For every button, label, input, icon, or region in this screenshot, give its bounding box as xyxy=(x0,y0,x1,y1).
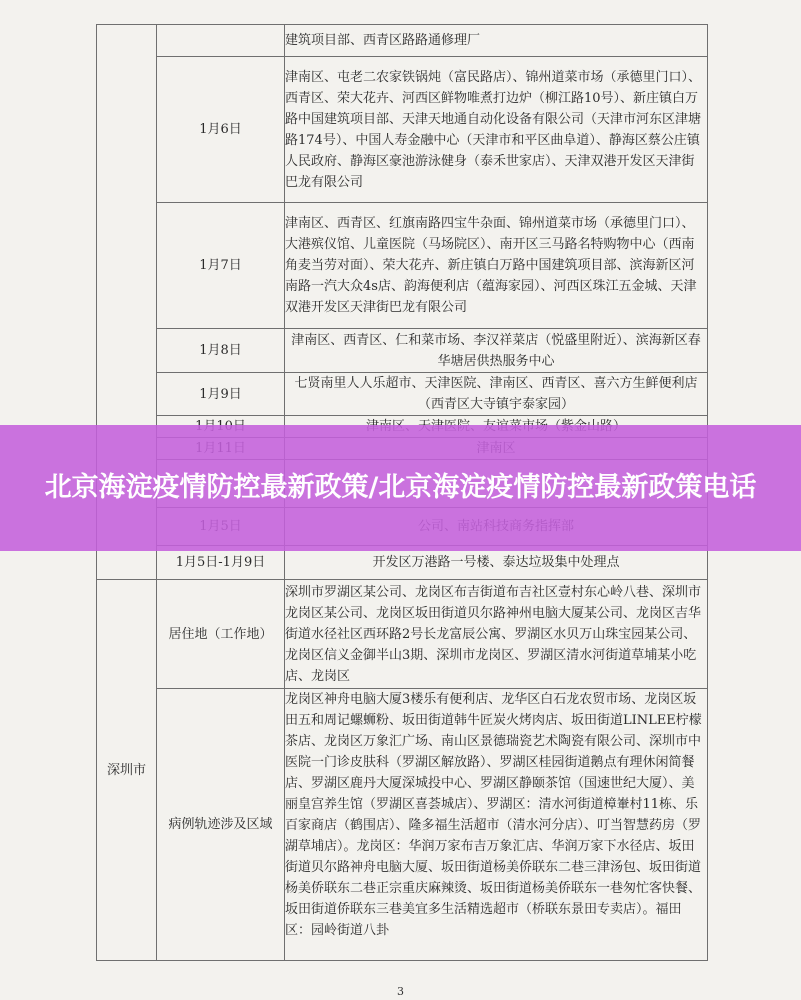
table-row xyxy=(97,329,708,373)
banner-title: 北京海淀疫情防控最新政策/北京海淀疫情防控最新政策电话 xyxy=(44,472,757,503)
date-cell: 1月6日 xyxy=(157,57,285,203)
date-cell xyxy=(157,25,285,57)
page-number: 3 xyxy=(397,985,404,998)
location-cell: 七贤南里人人乐超市、天津医院、津南区、西青区、喜六方生鲜便利店（西青区大寺镇宇泰家园） xyxy=(285,373,708,416)
date-cell: 1月9日 xyxy=(157,373,285,416)
location-cell: 津南区、屯老二农家铁锅炖（富民路店）、锦州道菜市场（承德里门口）、西青区、荣大花卉、河西区鲜物唯煮打边炉（柳江路10号）、新庄镇白万路中国建筑项目部、天津天地通自动化设备有限公司（天津市河东区津塘路174号）、中国人寿金融中心（天津市和平区曲阜道）、静海区蔡公庄镇人民政府、静海区豪池游泳健身（泰禾世家店）、天津双港开发区天津街巴龙有限公司 xyxy=(285,57,708,203)
track-locations: 龙岗区神舟电脑大厦3楼乐有便利店、龙华区白石龙农贸市场、龙岗区坂田五和周记螺蛳粉、坂田街道韩牛匠炭火烤肉店、坂田街道LINLEE柠檬茶店、龙岗区万象汇广场、南山区景德瑞瓷艺术陶瓷有限公司、深圳市中医院一门诊皮肤科（罗湖区解放路）、罗湖区桂园街道鹅点有理休闲简餐店、罗湖区鹿丹大厦深城投中心、罗湖区静颐茶馆（国速世纪大厦）、美丽皇宫养生馆（罗湖区喜荟城店）、罗湖区：清水河街道樟輋村11栋、乐百家商店（鹤围店）、隆多福生活超市（清水河分店）、叮当智慧药房（罗湖草埔店）。龙岗区：华润万家布吉万象汇店、华润万家下水径店、坂田街道贝尔路神舟电脑大厦、坂田街道杨美侨联东二巷三津汤包、坂田街道杨美侨联东二巷正宗重庆麻辣烫、坂田街道杨美侨联东一巷匆忙客快餐、坂田街道侨联东三巷美宜多生活精选超市（桥联东景田专卖店）。福田区：园岭街道八卦 xyxy=(285,689,708,961)
table-row xyxy=(97,580,708,689)
date-cell: 1月5日-1月9日 xyxy=(157,546,285,580)
date-cell: 1月7日 xyxy=(157,203,285,329)
residence-label: 居住地（工作地） xyxy=(157,580,285,689)
table-row xyxy=(97,25,708,57)
location-cell: 津南区、西青区、仁和菜市场、李汉祥菜店（悦盛里附近）、滨海新区春华塘居供热服务中心 xyxy=(285,329,708,373)
location-cell: 津南区、西青区、红旗南路四宝牛杂面、锦州道菜市场（承德里门口）、大港殡仪馆、儿童医院（马场院区）、南开区三马路名特购物中心（西南角麦当劳对面）、荣大花卉、新庄镇白万路中国建筑项目部、滨海新区河南路一汽大众4s店、韵海便利店（蕴海家园）、河西区珠江五金城、天津双港开发区天津街巴龙有限公司 xyxy=(285,203,708,329)
table-row xyxy=(97,57,708,203)
track-label: 病例轨迹涉及区域 xyxy=(157,689,285,961)
residence-locations: 深圳市罗湖区某公司、龙岗区布吉街道布吉社区壹村东心岭八巷、深圳市龙岗区某公司、龙岗区坂田街道贝尔路神州电脑大厦某公司、龙岗区吉华街道水径社区西环路2号长龙富辰公寓、罗湖区水贝万山珠宝园某公司、龙岗区信义金御半山3期、深圳市龙岗区、罗湖区清水河街道草埔某小吃店、龙岗区 xyxy=(285,580,708,689)
date-cell: 1月8日 xyxy=(157,329,285,373)
table-row xyxy=(97,203,708,329)
table-row xyxy=(97,373,708,416)
table-row xyxy=(97,689,708,961)
city-cell: 深圳市 xyxy=(97,580,157,961)
location-cell: 开发区万港路一号楼、泰达垃圾集中处理点 xyxy=(285,546,708,580)
title-banner xyxy=(0,425,801,551)
location-cell: 建筑项目部、西青区路路通修理厂 xyxy=(285,25,708,57)
